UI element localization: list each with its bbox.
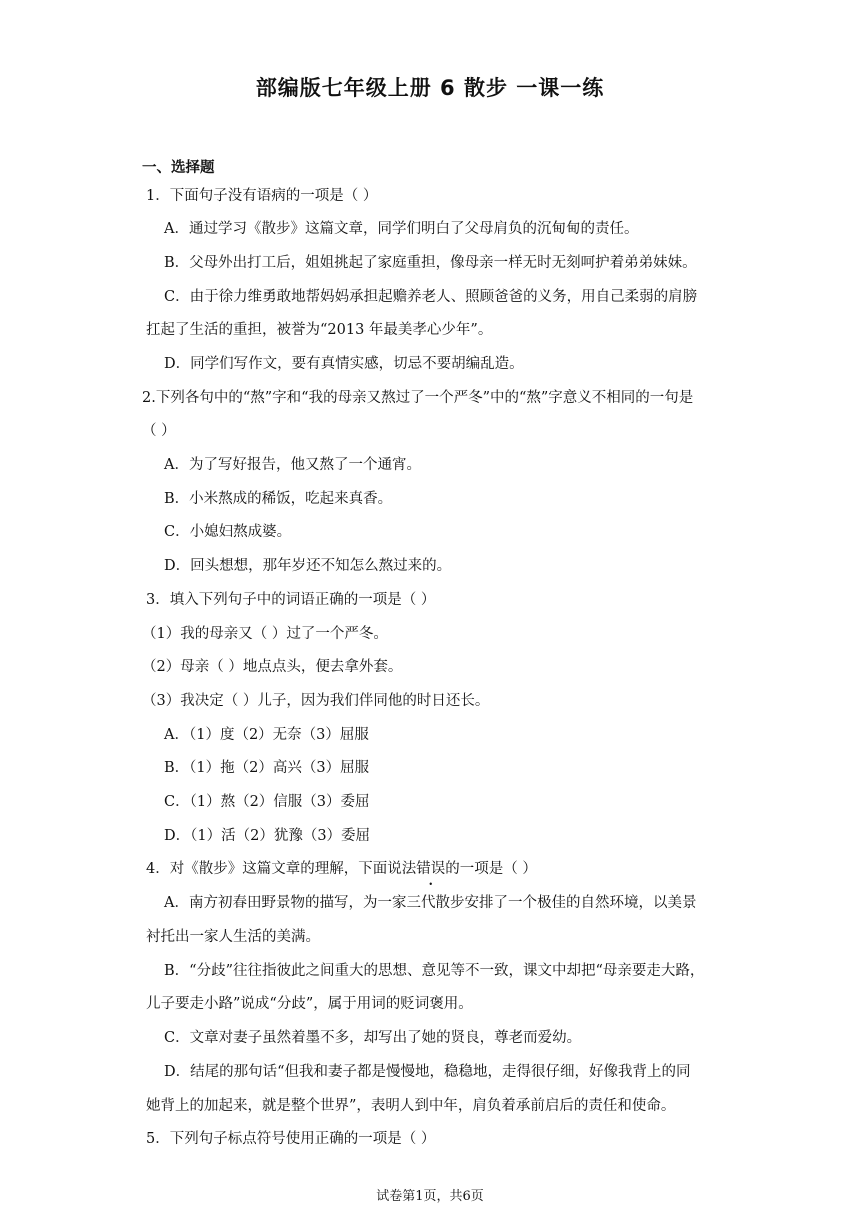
question-1-option-a: A．通过学习《散步》这篇文章，同学们明白了父母肩负的沉甸甸的责任。	[164, 221, 639, 237]
question-4-option-a-cont: 衬托出一家人生活的美满。	[146, 929, 320, 945]
question-3-sentence-1: （1）我的母亲又（ ）过了一个严冬。	[142, 626, 388, 642]
question-1-option-c-cont: 扛起了生活的重担，被誉为“2013 年最美孝心少年”。	[146, 322, 493, 338]
question-4-stem-emphasis: 错误	[416, 861, 446, 877]
question-4-option-c: C．文章对妻子虽然着墨不多，却写出了她的贤良，尊老而爱幼。	[164, 1030, 582, 1046]
question-2-option-b: B．小米熬成的稀饭，吃起来真香。	[164, 491, 393, 507]
question-4-option-d: D．结尾的那句话“但我和妻子都是慢慢地，稳稳地，走得很仔细，好像我背上的同	[164, 1064, 691, 1080]
question-2-stem: 2.下列各句中的“熬”字和“我的母亲又熬过了一个严冬”中的“熬”字意义不相同的一句是	[142, 390, 694, 406]
question-1-option-c: C．由于徐力维勇敢地帮妈妈承担起赡养老人、照顾爸爸的义务，用自己柔弱的肩膀	[164, 289, 698, 305]
question-2-option-a: A．为了写好报告，他又熬了一个通宵。	[164, 457, 421, 473]
question-3-option-d: D．（1）活（2）犹豫（3）委屈	[164, 828, 371, 844]
page-title: 部编版七年级上册 6 散步 一课一练	[255, 76, 605, 100]
question-4-stem-part-a: 4．对《散步》这篇文章的理解，下面说法	[146, 861, 417, 877]
question-1-stem: 1．下面句子没有语病的一项是（ ）	[146, 188, 378, 204]
question-1-option-b: B．父母外出打工后，姐姐挑起了家庭重担，像母亲一样无时无刻呵护着弟弟妹妹。	[164, 255, 697, 271]
question-3-option-c: C．（1）熬（2）信服（3）委屈	[164, 794, 370, 810]
question-3-sentence-3: （3）我决定（ ）儿子，因为我们伴同他的时日还长。	[142, 693, 490, 709]
question-4-option-d-cont: 她背上的加起来，就是整个世界”，表明人到中年，肩负着承前启后的责任和使命。	[146, 1098, 676, 1114]
question-4-option-b-cont: 儿子要走小路”说成“分歧”，属于用词的贬词褒用。	[146, 996, 473, 1012]
question-3-option-a: A．（1）度（2）无奈（3）屈服	[164, 727, 369, 743]
page-footer: 试卷第1页，共6页	[376, 1189, 484, 1204]
question-1-option-d: D．同学们写作文，要有真情实感，切忌不要胡编乱造。	[164, 356, 524, 372]
question-2-stem-cont: （ ）	[142, 423, 176, 439]
question-5-stem: 5．下列句子标点符号使用正确的一项是（ ）	[146, 1131, 436, 1147]
section-heading: 一、选择题	[142, 160, 215, 176]
question-3-option-b: B．（1）拖（2）高兴（3）屈服	[164, 760, 370, 776]
question-4-stem-part-b: 的一项是（ ）	[445, 861, 537, 877]
question-3-stem: 3．填入下列句子中的词语正确的一项是（ ）	[146, 592, 436, 608]
question-2-option-d: D．回头想想，那年岁还不知怎么熬过来的。	[164, 558, 452, 574]
question-2-option-c: C．小媳妇熬成婆。	[164, 524, 292, 540]
question-4-stem	[146, 859, 537, 879]
question-4-option-a: A．南方初春田野景物的描写，为一家三代散步安排了一个极佳的自然环境，以美景	[164, 895, 697, 911]
question-4-option-b: B．“分歧”往往指彼此之间重大的思想、意见等不一致，课文中却把“母亲要走大路，	[164, 963, 705, 979]
question-3-sentence-2: （2）母亲（ ）地点点头，便去拿外套。	[142, 659, 403, 675]
